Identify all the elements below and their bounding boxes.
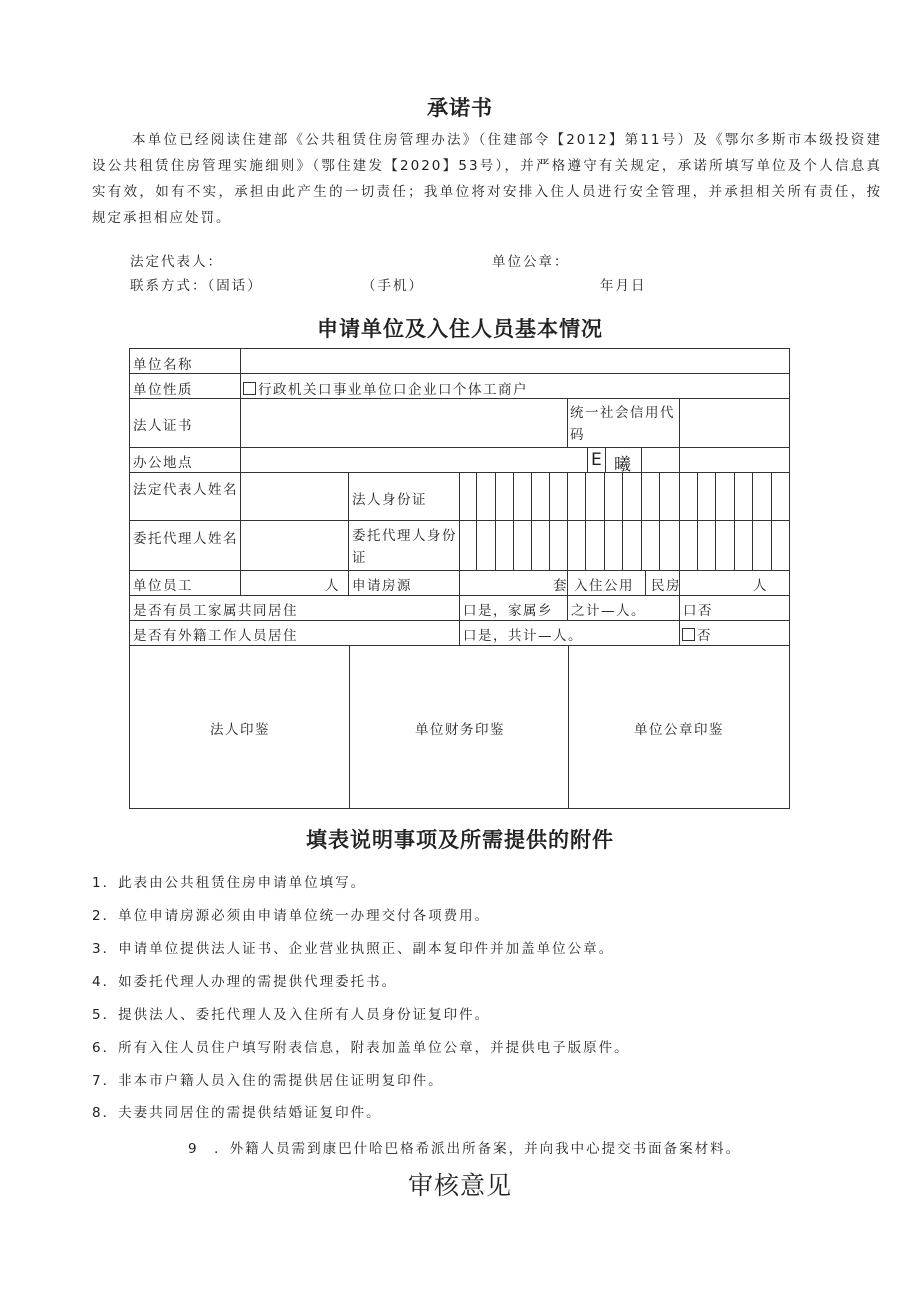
foreign-no-option: 否 — [682, 624, 712, 644]
label-unit-type: 单位性质 — [133, 382, 193, 398]
unit-type-options: 行政机关口事业单位口企业口个体工商户 — [243, 378, 528, 398]
note-item: 1．此表由公共租赁住房申请单位填写。 — [92, 875, 367, 891]
label-civil-housing: 民房 — [651, 578, 681, 594]
date-label: 年月日 — [600, 278, 647, 294]
commitment-title: 承诺书 — [427, 96, 493, 120]
note-item: 3．申请单位提供法人证书、企业营业执照正、副本复印件并加盖单位公章。 — [92, 941, 615, 957]
label-foreign-question: 是否有外籍工作人员居住 — [133, 628, 298, 644]
checkbox-icon — [243, 382, 256, 395]
label-apply-housing: 申请房源 — [352, 578, 412, 594]
label-family-question: 是否有员工家属共同居住 — [133, 603, 298, 619]
unit-seal-box: 单位公章印鉴 — [634, 722, 724, 738]
foreign-yes-option: 口是，共计—人。 — [463, 628, 583, 644]
unit-seal-label: 单位公章： — [492, 254, 570, 270]
note-item: 7．非本市户籍人员入住的需提供居住证明复印件。 — [92, 1073, 444, 1089]
note-item: 8．夫妻共同居住的需提供结婚证复印件。 — [92, 1105, 382, 1121]
label-agent-id: 委托代理人身份证 — [352, 528, 457, 566]
family-yes-count: 之计—人。 — [571, 603, 646, 619]
contact-phone-label: 联系方式：（固话） — [130, 278, 263, 294]
finance-seal-box: 单位财务印鉴 — [415, 722, 505, 738]
label-legal-rep-name: 法定代表人姓名 — [133, 482, 238, 498]
review-title: 审核意见 — [407, 1171, 512, 1200]
family-no-option: 口否 — [683, 603, 713, 619]
label-legal-id: 法人身份证 — [352, 492, 427, 508]
housing-set-unit: 套 — [553, 578, 568, 594]
checkbox-icon — [682, 628, 695, 641]
staff-unit: 人 — [325, 578, 340, 594]
move-in-person-unit: 人 — [753, 578, 768, 594]
mobile-label: （手机） — [362, 278, 424, 294]
label-agent-name: 委托代理人姓名 — [133, 531, 238, 547]
note-item: 4．如委托代理人办理的需提供代理委托书。 — [92, 974, 398, 990]
glyph-e: E — [591, 450, 604, 470]
family-yes-option: 口是，家属乡 — [463, 603, 553, 619]
glyph-xi: 曦 — [614, 455, 633, 475]
table-title: 申请单位及入住人员基本情况 — [317, 317, 603, 341]
note-item: 5．提供法人、委托代理人及入住所有人员身份证复印件。 — [92, 1007, 491, 1023]
label-unit-name: 单位名称 — [133, 357, 193, 373]
legal-seal-box: 法人印鉴 — [210, 722, 270, 738]
label-legal-cert: 法人证书 — [133, 418, 193, 434]
label-office-address: 办公地点 — [133, 455, 193, 471]
note-item: 2．单位申请房源必须由申请单位统一办理交付各项费用。 — [92, 908, 491, 924]
label-credit-code: 统一社会信用代码 — [570, 405, 675, 443]
label-staff: 单位员工 — [133, 578, 193, 594]
commitment-body: 本单位已经阅读住建部《公共租赁住房管理办法》（住建部令【2012】第11号）及《鄂尔多斯市本级投资建设公共租赁住房管理实施细则》（鄂住建发【2020】53号），并严格遵守有关规定，承诺所填写单位及个人信息真实有效，如有不实，承担由此产生的一切责任；我单位将对安排入住人员进行安全管理，并承担相关所有责任，按规定承担相应处罚。 — [92, 132, 882, 226]
label-move-in: 入住公用 — [574, 578, 634, 594]
legal-rep-signature-label: 法定代表人： — [130, 254, 223, 270]
notes-title: 填表说明事项及所需提供的附件 — [306, 828, 614, 852]
note-item: 9 ．外籍人员需到康巴什哈巴格希派出所备案，并向我中心提交书面备案材料。 — [188, 1141, 742, 1157]
note-item: 6．所有入住人员住户填写附表信息，附表加盖单位公章，并提供电子版原件。 — [92, 1040, 630, 1056]
